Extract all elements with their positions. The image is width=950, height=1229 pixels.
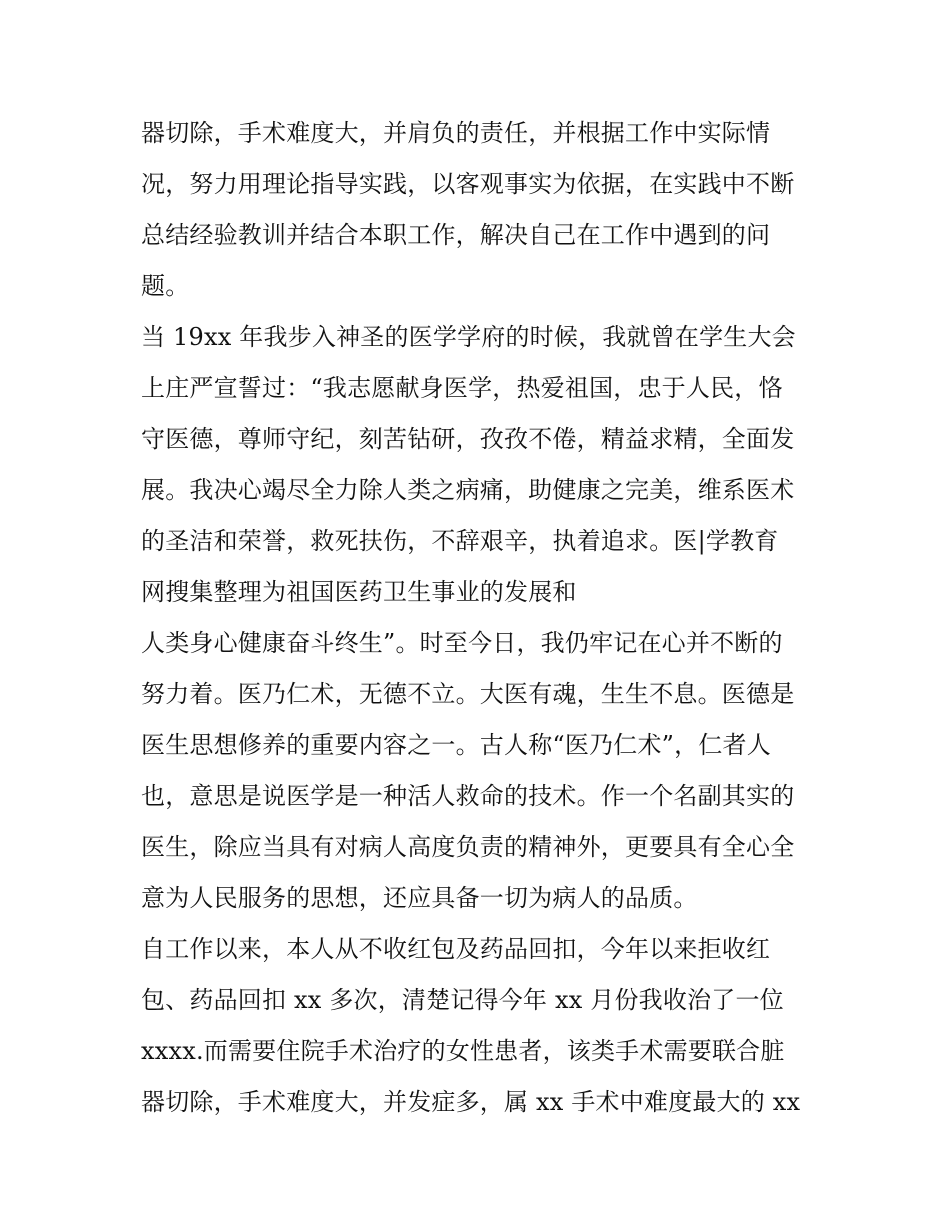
- text-line: 展。我决心竭尽全力除人类之病痛，助健康之完美，维系医术: [141, 476, 795, 504]
- text-line: 意为人民服务的思想，还应具备一切为病人的品质。: [141, 884, 698, 912]
- text-line: 人类身心健康奋斗终生”。时至今日，我仍牢记在心并不断的: [141, 629, 783, 657]
- text-line: 医生思想修养的重要内容之一。古人称“医乃仁术”，仁者人: [141, 731, 771, 759]
- text-line: 器切除，手术难度大，并发症多，属 xx 手术中难度最大的 xx: [141, 1088, 801, 1116]
- text-line: 努力着。医乃仁术，无德不立。大医有魂，生生不息。医德是: [141, 680, 795, 708]
- text-line: 器切除，手术难度大，并肩负的责任，并根据工作中实际情: [141, 119, 771, 147]
- text-line: 题。: [141, 272, 190, 300]
- text-line: 医生，除应当具有对病人高度负责的精神外，更要具有全心全: [141, 833, 795, 861]
- text-line: 总结经验教训并结合本职工作，解决自己在工作中遇到的问: [141, 221, 771, 249]
- text-line: 守医德，尊师守纪，刻苦钻研，孜孜不倦，精益求精，全面发: [141, 425, 795, 453]
- body-text: [141, 108, 831, 1128]
- text-line: 当 19xx 年我步入神圣的医学学府的时候，我就曾在学生大会: [141, 323, 796, 351]
- text-line: 自工作以来，本人从不收红包及药品回扣，今年以来拒收红: [141, 935, 771, 963]
- text-line: 况，努力用理论指导实践，以客观事实为依据，在实践中不断: [141, 170, 795, 198]
- text-line: 上庄严宣誓过：“我志愿献身医学，热爱祖国，忠于人民，恪: [141, 374, 783, 402]
- text-line: 也，意思是说医学是一种活人救命的技术。作一个名副其实的: [141, 782, 795, 810]
- text-line: 的圣洁和荣誉，救死扶伤，不辞艰辛，执着追求。医|学教育: [141, 527, 779, 555]
- text-line: 包、药品回扣 xx 多次，清楚记得今年 xx 月份我收治了一位: [141, 986, 784, 1014]
- text-line: xxxx.而需要住院手术治疗的女性患者，该类手术需要联合脏: [141, 1037, 785, 1065]
- text-line: 网搜集整理为祖国医药卫生事业的发展和: [141, 578, 577, 606]
